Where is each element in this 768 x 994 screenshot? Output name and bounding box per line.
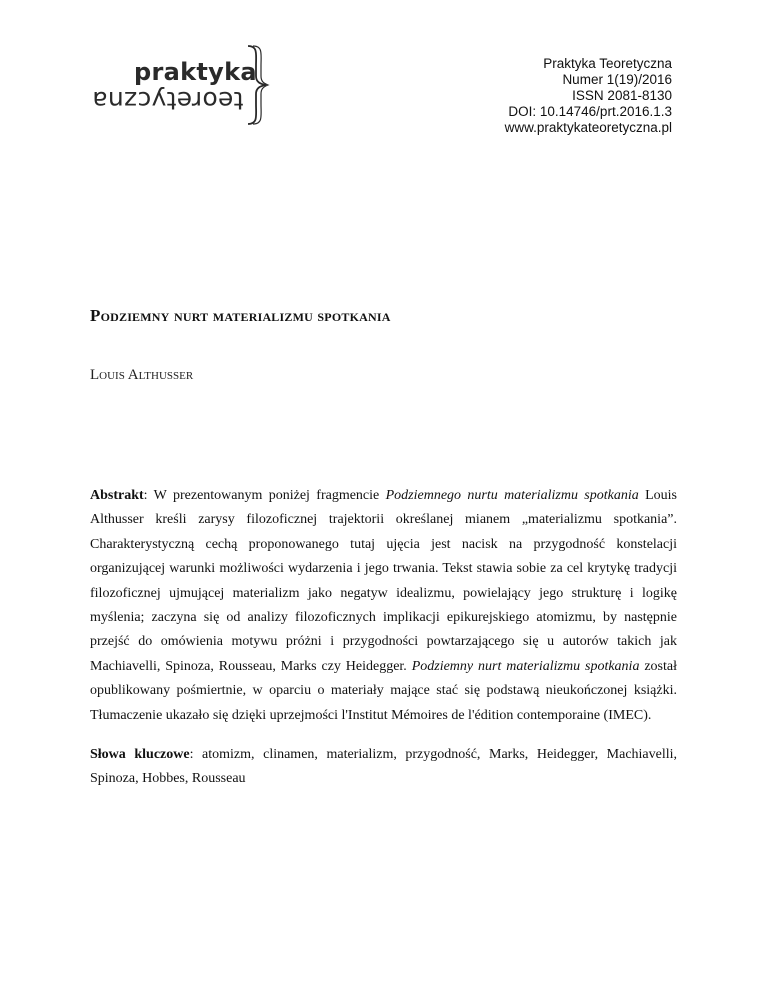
abstract-text-part1: W prezentowanym poniżej fragmencie — [153, 488, 386, 503]
abstract-book-title-2: Podziemny nurt materializmu spotkania — [411, 658, 640, 674]
journal-logo — [90, 44, 270, 126]
logo-text-teoretyczna-inverted: teoretyczna — [92, 86, 244, 115]
journal-website: www.praktykateoretyczna.pl — [504, 120, 672, 135]
abstract-text-part3: został opublikowany pośmiertnie, w oparciu o materiały mające stać się podstawą nieukończonej książki. Tłumaczenie ukazało się dzięki uprzejmości l'Institut Mémoires de l'édition contemporaine (IMEC). — [90, 658, 677, 723]
article-author: Louis Althusser — [90, 367, 194, 383]
keywords-text: atomizm, clinamen, materializm, przygodność, Marks, Heidegger, Machiavelli, Spinoza, Hobbes, Rousseau — [90, 747, 678, 787]
abstract-label-separator: : — [143, 488, 154, 503]
journal-info — [505, 56, 672, 136]
abstract-book-title-1: Podziemnego nurtu materializmu spotkania — [385, 488, 639, 503]
keywords-paragraph — [90, 743, 677, 792]
keywords-label: Słowa kluczowe — [90, 747, 190, 762]
abstract-label: Abstrakt — [90, 488, 144, 503]
keywords-label-separator: : — [189, 747, 203, 762]
abstract-text-part2: Louis Althusser kreśli zarysy filozoficznej trajektorii określanej mianem „materializmu spotkania”. Charakterystyczną cechą proponowanego tutaj ujęcia jest nacisk na przygodność konstelacji organizującej warunki możliwości wydarzenia i jego trwania. Tekst stawia sobie za cel krytykę tradycji filozoficznej ujmującej materializm jako negatyw idealizmu, powielający jego strukturę i logikę myślenia; zaczyna się od analizy filozoficznych implikacji epikurejskiego atomizmu, by następnie przejść do omówienia motywu próżni i przygodności powtarzającego się u autorów takich jak Machiavelli, Spinoza, Rousseau, Marks czy Heidegger. — [90, 488, 678, 674]
logo-brace-icon — [244, 44, 270, 126]
journal-issn: ISSN 2081-8130 — [572, 88, 672, 103]
journal-name: Praktyka Teoretyczna — [543, 56, 672, 71]
article-title: Podziemny nurt materializmu spotkania — [90, 306, 391, 325]
journal-doi: DOI: 10.14746/prt.2016.1.3 — [508, 104, 672, 119]
logo-text-praktyka: praktyka — [134, 58, 257, 86]
abstract-paragraph — [90, 484, 677, 728]
journal-issue: Numer 1(19)/2016 — [562, 72, 672, 87]
